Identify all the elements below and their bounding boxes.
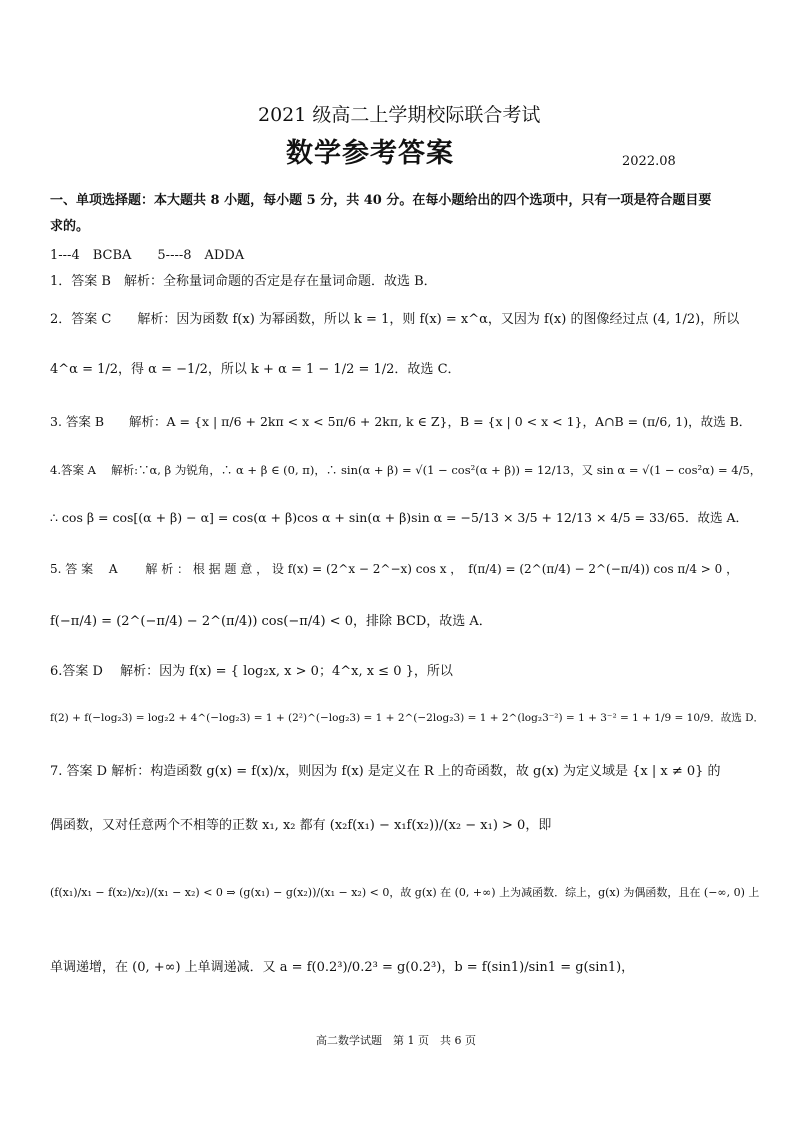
answer-key-title: 数学参考答案 — [286, 138, 454, 169]
exam-title: 2021 级高二上学期校际联合考试 — [258, 104, 541, 126]
answer-q7-line3: (f(x₁)/x₁ − f(x₂)/x₂)/(x₁ − x₂) < 0 ⇒ (g(x₁) − g(x₂))/(x₁ − x₂) < 0，故 g(x) 在 (0, +∞) 上为减函数．综上，g(x) 为偶函数，且在 (−∞, 0) 上 — [50, 886, 760, 899]
section-heading-cont: 求的。 — [50, 219, 90, 234]
exam-date: 2022.08 — [622, 154, 676, 169]
answer-q7-line4: 单调递增，在 (0, +∞) 上单调递减．又 a = f(0.2³)/0.2³ = g(0.2³)，b = f(sin1)/sin1 = g(sin1)， — [50, 960, 635, 975]
answer-q7-line2: 偶函数，又对任意两个不相等的正数 x₁, x₂ 都有 (x₂f(x₁) − x₁f(x₂))/(x₂ − x₁) > 0，即 — [50, 818, 552, 833]
answer-q2-line1: 2．答案 C 解析：因为函数 f(x) 为幂函数，所以 k = 1，则 f(x) = x^α，又因为 f(x) 的图像经过点 (4, 1/2)，所以 — [50, 312, 740, 327]
page-footer: 高二数学试题 第 1 页 共 6 页 — [316, 1034, 476, 1047]
answer-q2-line2: 4^α = 1/2，得 α = −1/2，所以 k + α = 1 − 1/2 = 1/2．故选 C． — [50, 362, 461, 377]
answer-q1: 1．答案 B 解析：全称量词命题的否定是存在量词命题．故选 B． — [50, 274, 437, 289]
answer-key-summary: 1---4 BCBA 5----8 ADDA — [50, 248, 245, 263]
answer-q5-line2: f(−π/4) = (2^(−π/4) − 2^(π/4)) cos(−π/4) < 0，排除 BCD，故选 A． — [50, 614, 492, 629]
answer-q6-line1: 6.答案 D 解析：因为 f(x) = { log₂x, x > 0；4^x, x ≤ 0 }，所以 — [50, 664, 453, 679]
answer-q5-line1: 5. 答 案 A 解 析 ： 根 据 题 意 ， 设 f(x) = (2^x − 2^−x) cos x ， f(π/4) = (2^(π/4) − 2^(−π/4)) cos π/4 > 0 ， — [50, 562, 739, 576]
answer-q3: 3. 答案 B 解析：A = {x | π/6 + 2kπ < x < 5π/6 + 2kπ, k ∈ Z}，B = {x | 0 < x < 1}，A∩B = (π/6, 1)，故选 B． — [50, 414, 752, 429]
section-heading: 一、单项选择题：本大题共 8 小题，每小题 5 分，共 40 分。在每小题给出的四个选项中，只有一项是符合题目要 — [50, 193, 712, 208]
answer-q4-line2: ∴ cos β = cos[(α + β) − α] = cos(α + β)cos α + sin(α + β)sin α = −5/13 × 3/5 + 12/13 × 4/5 = 33/65．故选 A． — [50, 510, 748, 525]
answer-q6-line2: f(2) + f(−log₂3) = log₂2 + 4^(−log₂3) = 1 + (2²)^(−log₂3) = 1 + 2^(−2log₂3) = 1 + 2^(log₂3⁻²) = 1 + 3⁻² = 1 + 1/9 = 10/9．故选 D． — [50, 712, 764, 724]
answer-q7-line1: 7. 答案 D 解析：构造函数 g(x) = f(x)/x，则因为 f(x) 是定义在 R 上的奇函数，故 g(x) 为定义域是 {x | x ≠ 0} 的 — [50, 764, 721, 779]
answer-q4-line1: 4.答案 A 解析:∵α, β 为锐角，∴ α + β ∈ (0, π)，∴ sin(α + β) = √(1 − cos²(α + β)) = 12/13，又 sin α = √(1 − cos²α) = 4/5， — [50, 463, 762, 477]
